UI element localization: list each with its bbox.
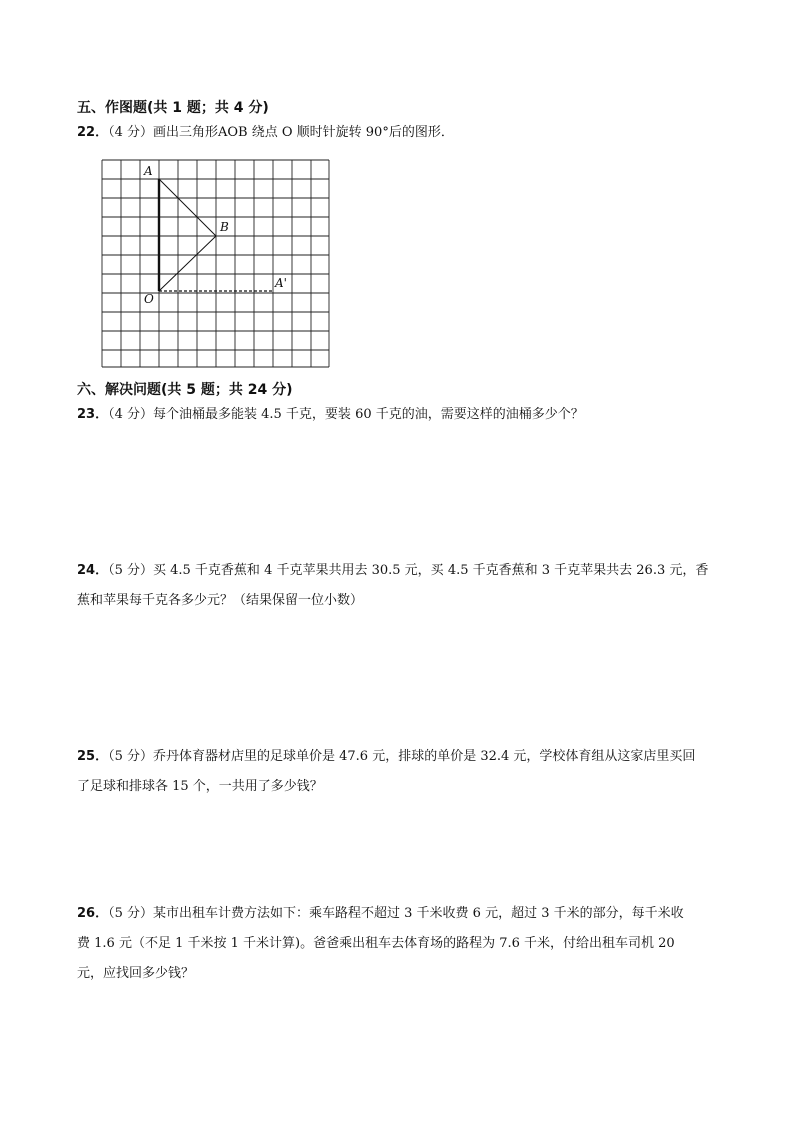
question-22-text: （4 分）画出三角形AOB 绕点 O 顺时针旋转 90°后的图形． (108, 125, 454, 140)
segment-OB (159, 236, 216, 291)
segment-AB (159, 179, 216, 236)
question-24-text-line1: （5 分）买 4.5 千克香蕉和 4 千克苹果共用去 30.5 元，买 4.5 千克香蕉和 3 千克苹果共去 26.3 元，香 (108, 563, 709, 578)
question-26 (77, 904, 684, 924)
point-label-A-prime: A' (275, 276, 287, 290)
rotation-grid-figure (100, 158, 332, 370)
grid-lines (102, 160, 329, 367)
question-22-number: 22． (77, 125, 109, 140)
section-6-title: 六、解决问题(共 5 题；共 24 分) (77, 382, 293, 398)
question-24-text-line2: 蕉和苹果每千克各多少元？（结果保留一位小数） (77, 593, 364, 608)
question-26-text-line1: （5 分）某市出租车计费方法如下：乘车路程不超过 3 千米收费 6 元，超过 3 千米的部分，每千米收 (108, 906, 684, 921)
question-24-number: 24． (77, 563, 109, 578)
question-26-number: 26． (77, 906, 109, 921)
question-25-text-line2: 了足球和排球各 15 个，一共用了多少钱？ (77, 779, 323, 794)
question-25-number: 25． (77, 749, 109, 764)
point-label-B: B (220, 220, 229, 234)
question-22 (77, 123, 454, 143)
question-24 (77, 561, 708, 581)
question-23-text: （4 分）每个油桶最多能装 4.5 千克，要装 60 千克的油，需要这样的油桶多少个？ (108, 407, 584, 422)
section-5-title: 五、作图题(共 1 题；共 4 分) (77, 100, 269, 116)
question-26-text-line2: 费 1.6 元（不足 1 千米按 1 千米计算)。爸爸乘出租车去体育场的路程为 7.6 千米，付给出租车司机 20 (77, 936, 675, 951)
question-23-number: 23． (77, 407, 109, 422)
question-25 (77, 747, 695, 767)
question-23 (77, 405, 584, 425)
question-25-text-line1: （5 分）乔丹体育器材店里的足球单价是 47.6 元，排球的单价是 32.4 元，学校体育组从这家店里买回 (108, 749, 696, 764)
point-label-A: A (144, 164, 153, 178)
question-26-text-line3: 元，应找回多少钱？ (77, 966, 195, 981)
point-label-O: O (144, 292, 154, 306)
